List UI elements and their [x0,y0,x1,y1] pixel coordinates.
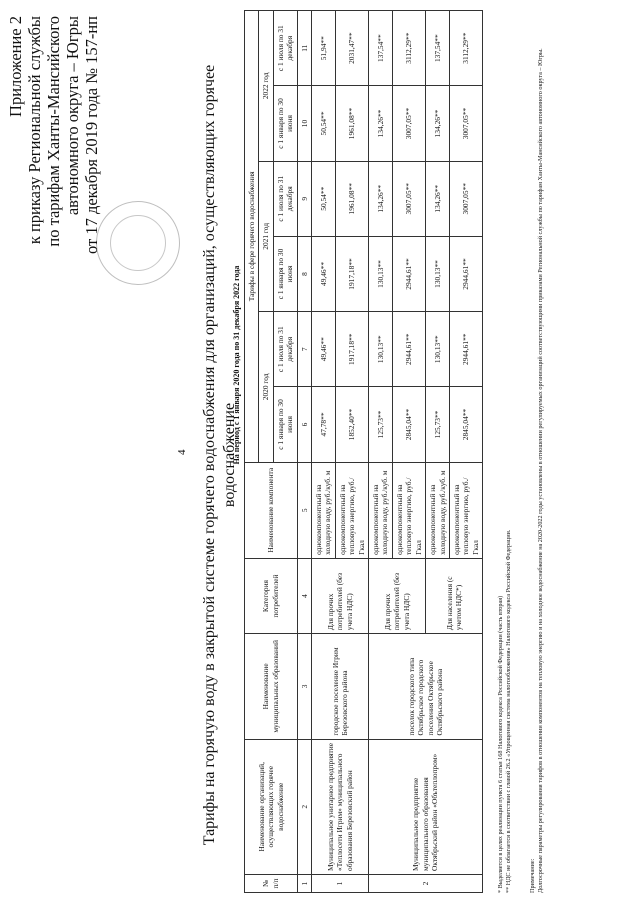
tariff-value: 137,54** [369,11,393,86]
table-header-row [245,11,259,893]
component-name: однокомпонентный на холодную воду, руб./куб. м [312,462,336,558]
tariff-value: 134,26** [426,86,450,161]
org-name: Муниципальное унитарное предприятие «Теплосети Игрим» муниципального образования Березовский район [312,739,369,874]
footnote-tax-system: ** НДС не облагается в соответствии с главой 26.2 «Упрощенная система налогообложения» Налогового кодекса Российской Федерации. [505,529,513,893]
header-half-1: с 1 января по 30 июня [273,387,297,462]
approval-line: от 17 декабря 2019 года № 157-нп [82,16,101,255]
footnote-vat: * Выделяется в целях реализации пункта 6 статьи 168 Налогового кодекса Российской Федерации (часть вторая) [497,595,504,893]
tariff-value: 49,46** [312,236,336,311]
footnotes [497,23,513,893]
column-number: 8 [297,236,311,311]
notes-text: Долгосрочные параметры регулирования тарифов в отношении компонентов на тепловую энергию и на холодное водоснабжение на 2020-2022 годы установлены в отношении регулируемых организаций соответствующими приказами Региональной службы по тарифам Ханты-Мансийского автономного округа – Югры. [537,48,545,893]
consumer-category: Для прочих потребителей (без учета НДС) [312,558,369,633]
org-name: Муниципальное предприятие муниципального образования Октябрьский район «Обътеплопром» [369,739,483,874]
municipality: поселок городского типа Октябрьское городского поселения Октябрьское Октябрьского района [369,634,483,739]
period-subtitle: На период с 1 января 2020 года по 31 декабря 2022 года [232,265,241,465]
header-org: Наименование организаций, осуществляющих горячее водоснабжение [245,739,298,874]
tariff-value: 2845,04** [392,387,425,462]
row-num: 2 [369,874,483,892]
tariff-value: 2944,61** [449,236,482,311]
header-comp: Наименование компонента [245,462,298,558]
tariff-value: 1852,40** [335,387,368,462]
approval-line: автономного округа – Югры [63,16,82,216]
column-number: 4 [297,558,311,633]
tariff-value: 125,73** [426,387,450,462]
component-name: однокомпонентный на тепловую энергию, руб./Гкал [335,462,368,558]
tariff-value: 50,54** [312,161,336,236]
tariff-value: 130,13** [369,236,393,311]
tariff-value: 49,46** [312,312,336,387]
header-cat: Категория потребителей [245,558,298,633]
tariff-value: 2944,61** [392,236,425,311]
header-half-2: с 1 июля по 31 декабря [273,161,297,236]
column-number: 9 [297,161,311,236]
tariff-value: 51,94** [312,11,336,86]
component-name: однокомпонентный на холодную воду, руб./куб. м [426,462,450,558]
column-number: 10 [297,86,311,161]
approval-line: к приказу Региональной службы [25,16,44,245]
component-name: однокомпонентный на холодную воду, руб./куб. м [369,462,393,558]
component-name: однокомпонентный на тепловую энергию, руб./Гкал [392,462,425,558]
tariff-value: 125,73** [369,387,393,462]
tariff-value: 2845,04** [449,387,482,462]
consumer-category: Для населения (с учетом НДС*) [426,558,483,633]
header-year-2020: 2020 год [259,312,273,463]
notes-heading: Примечание: [529,858,536,893]
tariff-value: 134,26** [426,161,450,236]
approval-line: по тарифам Ханты-Мансийского [44,16,63,247]
tariff-value: 3112,29** [392,11,425,86]
header-half-1: с 1 января по 30 июня [273,236,297,311]
column-number: 6 [297,387,311,462]
tariff-value: 130,13** [426,236,450,311]
tariff-value: 2031,47** [335,11,368,86]
document-title: Тарифы на горячую воду в закрытой системе горячего водоснабжения для организаций, осуществляющих горячее водоснабжение [201,64,238,846]
tariff-value: 137,54** [426,11,450,86]
tariff-value: 130,13** [426,312,450,387]
table-row [369,11,393,893]
tariff-value: 1917,18** [335,312,368,387]
header-half-2: с 1 июля по 31 декабря [273,312,297,387]
tariff-value: 134,26** [369,161,393,236]
tariff-value: 2944,61** [392,312,425,387]
column-number: 5 [297,462,311,558]
header-half-2: с 1 июля по 31 декабря [273,11,297,86]
tariff-value: 1961,08** [335,86,368,161]
header-tariffs-group: Тарифы в сфере горячего водоснабжения [245,11,259,463]
row-num: 1 [312,874,369,892]
tariff-value: 50,54** [312,86,336,161]
tariff-value: 1917,18** [335,236,368,311]
column-number: 11 [297,11,311,86]
tariff-value: 3007,05** [449,161,482,236]
tariff-value: 3007,05** [449,86,482,161]
approval-line: Приложение 2 [6,16,25,117]
tariff-value: 3007,05** [392,86,425,161]
column-number: 3 [297,634,311,739]
column-number: 1 [297,874,311,892]
tariff-value: 2944,61** [449,312,482,387]
page-number: 4 [176,449,188,455]
tariff-value: 134,26** [369,86,393,161]
column-number: 7 [297,312,311,387]
table-row [312,11,336,893]
tariff-value: 47,78** [312,387,336,462]
column-number-row [297,11,311,893]
municipality: городское поселение Игрим Березовского района [312,634,369,739]
header-num: № п/п [245,874,298,892]
component-name: однокомпонентный на тепловую энергию, руб./Гкал [449,462,482,558]
official-seal [96,201,180,285]
tariff-value: 3112,29** [449,11,482,86]
header-year-2022: 2022 год [259,11,273,162]
approval-block [6,16,101,316]
header-year-2021: 2021 год [259,161,273,312]
tariff-value: 1961,08** [335,161,368,236]
notes-block [529,23,545,893]
column-number: 2 [297,739,311,874]
tariffs-table [244,10,483,893]
header-mun: Наименование муниципальных образований [245,634,298,739]
tariff-value: 3007,05** [392,161,425,236]
consumer-category: Для прочих потребителей (без учета НДС) [369,558,426,633]
header-half-1: с 1 января по 30 июня [273,86,297,161]
tariff-value: 130,13** [369,312,393,387]
